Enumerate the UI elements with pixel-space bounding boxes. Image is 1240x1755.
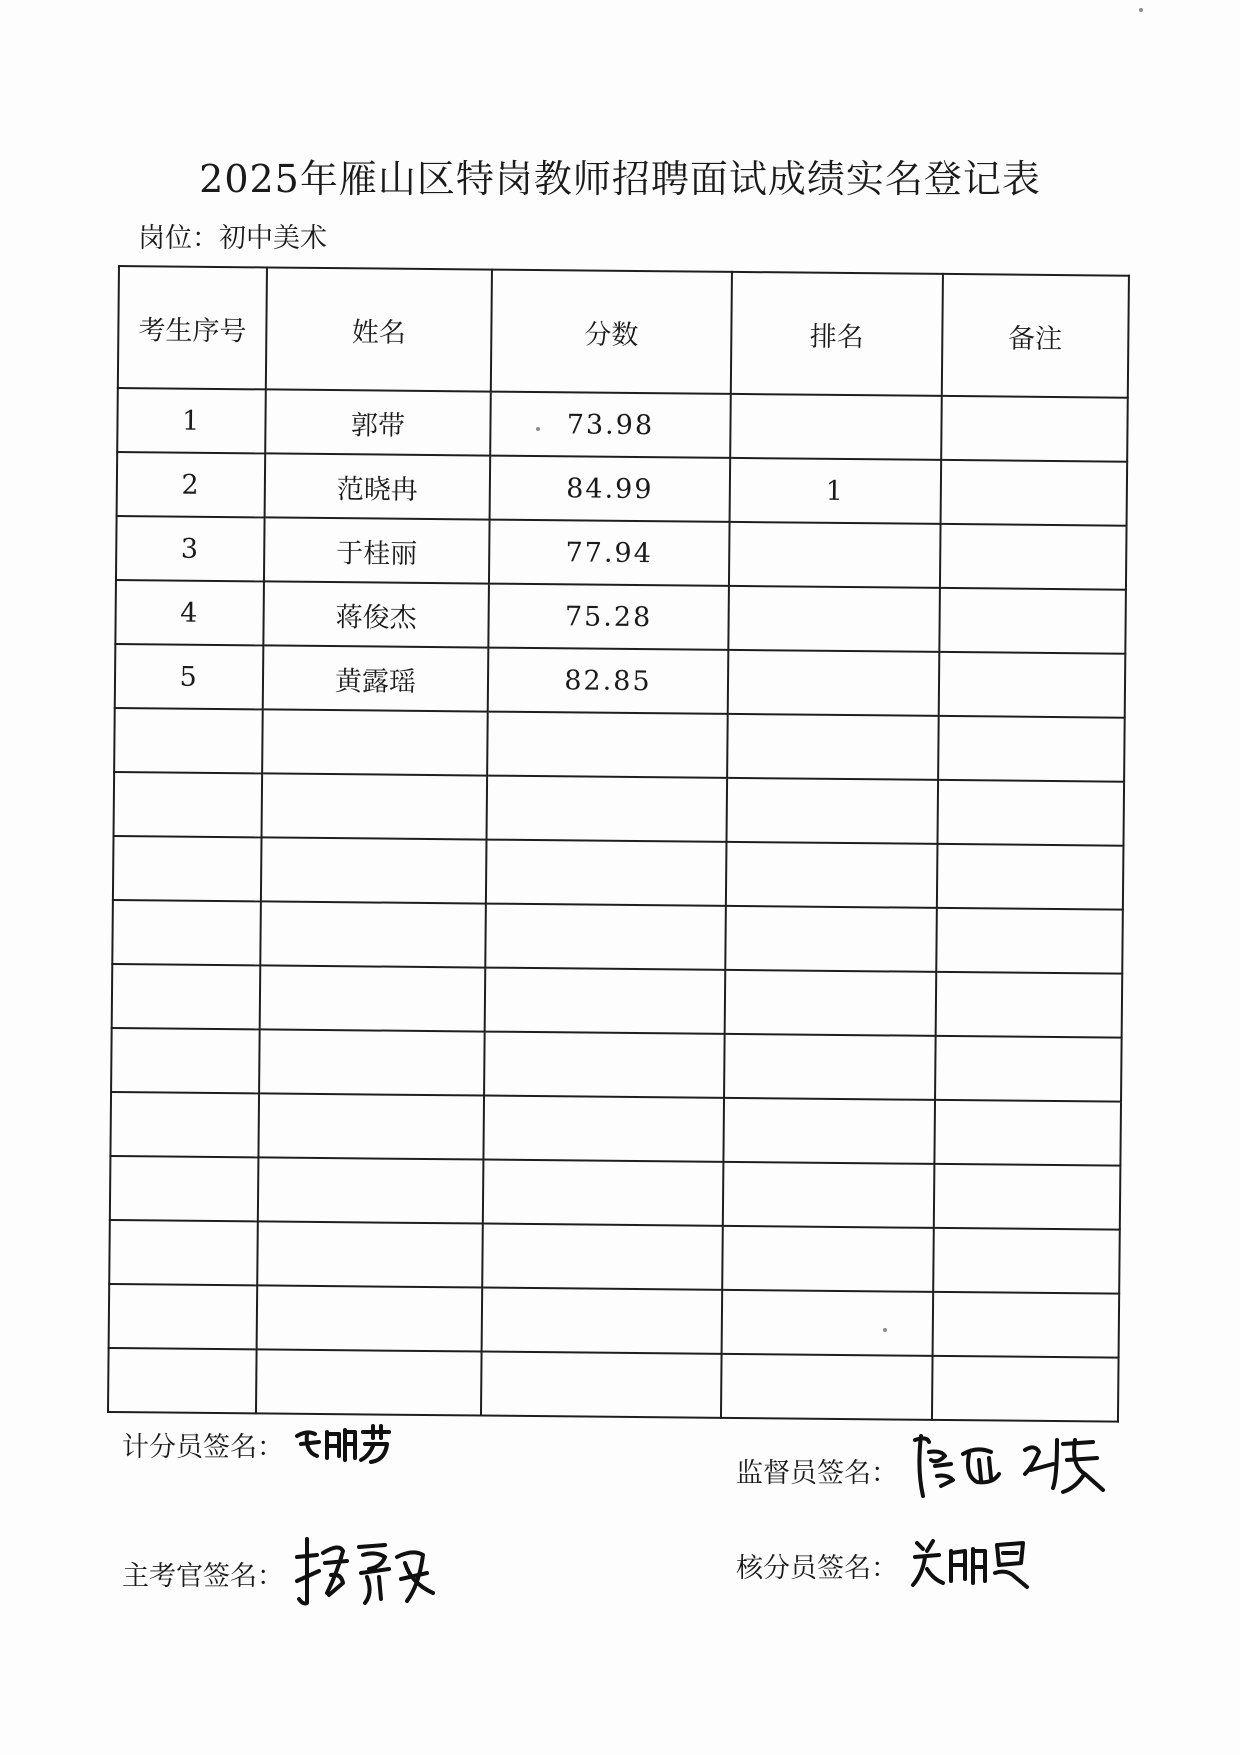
cell-score-empty (485, 904, 726, 970)
cell-seq: 4 (115, 580, 264, 645)
cell-seq: 5 (115, 644, 264, 709)
table-row-empty (111, 1028, 1122, 1102)
cell-name: 于桂丽 (264, 517, 489, 583)
table-body (108, 388, 1128, 1422)
cell-score: 82.85 (487, 648, 728, 714)
cell-seq-empty (110, 1092, 259, 1157)
supervisor-label: 监督员签名： (736, 1457, 898, 1489)
cell-note (940, 524, 1127, 590)
cell-rank-empty (725, 906, 936, 972)
scorer-signature-block (122, 1422, 393, 1466)
table-row-empty (110, 1156, 1121, 1230)
table-row-empty (108, 1348, 1119, 1422)
cell-score: 77.94 (489, 520, 730, 586)
cell-rank (730, 394, 941, 460)
cell-name: 蒋俊杰 (264, 581, 489, 647)
checker-label: 核分员签名： (736, 1552, 898, 1584)
score-table (107, 265, 1130, 1423)
cell-note-empty (938, 716, 1125, 782)
cell-seq-empty (114, 708, 263, 773)
cell-note-empty (936, 844, 1123, 910)
cell-note-empty (936, 908, 1123, 974)
examiner-signature-block (122, 1533, 443, 1613)
cell-seq-empty (113, 836, 262, 901)
table-row (116, 516, 1127, 590)
header-seq: 考生序号 (118, 266, 267, 389)
scan-speck (883, 1328, 887, 1332)
cell-name-empty (260, 965, 485, 1031)
table-row-empty (112, 900, 1123, 974)
cell-name-empty (261, 901, 486, 967)
table-row (115, 644, 1126, 718)
cell-note-empty (935, 972, 1122, 1038)
table-row-empty (112, 964, 1123, 1038)
cell-rank: 1 (730, 458, 941, 524)
cell-name: 范晓冉 (265, 453, 490, 519)
cell-seq-empty (112, 900, 261, 965)
cell-rank (728, 650, 939, 716)
table-row (115, 580, 1126, 654)
cell-rank-empty (727, 778, 938, 844)
table-row-empty (114, 708, 1125, 782)
cell-score-empty (483, 1096, 724, 1162)
cell-score-empty (482, 1224, 723, 1290)
scorer-signature-image (293, 1422, 393, 1466)
table-row (117, 452, 1128, 526)
cell-score-empty (481, 1288, 722, 1354)
checker-signature-block (736, 1533, 1037, 1597)
cell-rank-empty (724, 1034, 935, 1100)
post-label: 岗位： (138, 223, 219, 254)
document-title: 2025年雁山区特岗教师招聘面试成绩实名登记表 (199, 157, 1041, 201)
cell-seq: 2 (117, 452, 266, 517)
supervisor-signature-block (736, 1430, 1117, 1510)
table-row-empty (109, 1220, 1120, 1294)
cell-name: 郭带 (265, 389, 490, 455)
cell-score: 75.28 (488, 584, 729, 650)
cell-name-empty (262, 773, 487, 839)
cell-note-empty (937, 780, 1124, 846)
post-line (138, 216, 327, 255)
header-note: 备注 (941, 274, 1129, 398)
cell-rank (729, 522, 940, 588)
cell-score-empty (487, 712, 728, 778)
cell-note (938, 652, 1125, 718)
cell-seq-empty (109, 1220, 258, 1285)
cell-note-empty (933, 1228, 1120, 1294)
cell-score-empty (486, 776, 727, 842)
cell-note-empty (934, 1100, 1121, 1166)
cell-rank-empty (721, 1354, 932, 1420)
cell-seq-empty (110, 1156, 259, 1221)
cell-rank-empty (722, 1290, 933, 1356)
table-row-empty (109, 1284, 1120, 1358)
table-header-row (118, 266, 1129, 398)
cell-rank (729, 586, 940, 652)
cell-note-empty (932, 1356, 1119, 1422)
cell-rank-empty (727, 714, 938, 780)
cell-note-empty (932, 1292, 1119, 1358)
cell-name-empty (259, 1029, 484, 1095)
header-score: 分数 (491, 270, 733, 394)
cell-name-empty (259, 1093, 484, 1159)
table-row-empty (113, 836, 1124, 910)
cell-seq-empty (109, 1284, 258, 1349)
cell-score-empty (483, 1160, 724, 1226)
cell-name-empty (262, 709, 487, 775)
cell-score-empty (484, 968, 725, 1034)
scan-speck (1139, 8, 1143, 12)
cell-name-empty (261, 837, 486, 903)
header-rank: 排名 (731, 272, 943, 396)
cell-seq: 3 (116, 516, 265, 581)
examiner-signature-image (293, 1533, 443, 1613)
cell-rank-empty (723, 1162, 934, 1228)
table-row-empty (110, 1092, 1121, 1166)
header-name: 姓名 (266, 267, 492, 391)
cell-score-empty (484, 1032, 725, 1098)
cell-note-empty (933, 1164, 1120, 1230)
cell-score: 73.98 (490, 392, 731, 458)
checker-signature-image (907, 1533, 1037, 1597)
cell-score-empty (486, 840, 727, 906)
cell-score: 84.99 (489, 456, 730, 522)
cell-name-empty (257, 1221, 482, 1287)
cell-name: 黄露瑶 (263, 645, 488, 711)
cell-seq-empty (112, 964, 261, 1029)
cell-name-empty (256, 1349, 481, 1415)
cell-note (941, 396, 1128, 462)
cell-note-empty (935, 1036, 1122, 1102)
cell-seq: 1 (117, 388, 266, 453)
supervisor-signature-image (907, 1430, 1117, 1510)
cell-rank-empty (726, 842, 937, 908)
cell-seq-empty (114, 772, 263, 837)
scorer-label: 计分员签名： (122, 1431, 284, 1463)
cell-score-empty (481, 1352, 722, 1418)
scan-speck (536, 427, 540, 431)
cell-seq-empty (111, 1028, 260, 1093)
post-value: 初中美术 (219, 223, 327, 254)
cell-seq-empty (108, 1348, 257, 1413)
table-row (117, 388, 1128, 462)
cell-rank-empty (725, 970, 936, 1036)
table-row-empty (114, 772, 1125, 846)
cell-rank-empty (724, 1098, 935, 1164)
examiner-label: 主考官签名： (122, 1560, 284, 1592)
cell-note (939, 588, 1126, 654)
cell-name-empty (258, 1157, 483, 1223)
cell-note (940, 460, 1127, 526)
cell-name-empty (257, 1285, 482, 1351)
cell-rank-empty (722, 1226, 933, 1292)
